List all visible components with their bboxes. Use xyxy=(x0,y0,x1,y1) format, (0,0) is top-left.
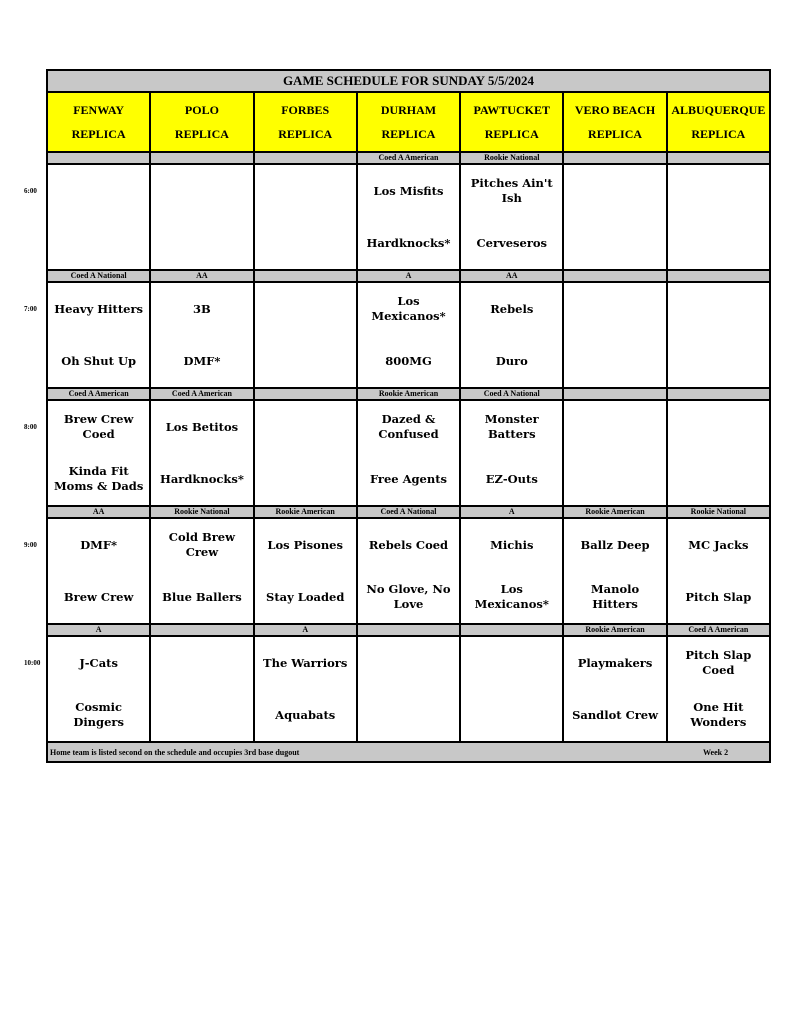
footer-note: Home team is listed second on the schedule and occupies 3rd base dugout xyxy=(50,748,300,757)
venue-name: PAWTUCKET xyxy=(473,103,550,117)
game-cell xyxy=(563,636,666,742)
division-label: A xyxy=(460,506,563,518)
game-cell xyxy=(357,400,460,506)
venue-sub: REPLICA xyxy=(484,127,539,141)
away-team xyxy=(668,401,769,453)
game-cell xyxy=(563,164,666,270)
venue-name: VERO BEACH xyxy=(574,103,656,117)
division-label: Rookie National xyxy=(460,152,563,164)
home-team: Kinda Fit Moms & Dads xyxy=(53,464,144,493)
away-team xyxy=(358,637,459,689)
footer xyxy=(47,742,770,762)
schedule-table xyxy=(46,69,771,763)
division-label: AA xyxy=(460,270,563,282)
venue-header xyxy=(667,92,770,152)
division-label: Coed A National xyxy=(47,270,150,282)
division-label xyxy=(47,152,150,164)
home-team: Brew Crew xyxy=(63,589,134,604)
home-team: Pitch Slap xyxy=(685,589,752,604)
game-cell xyxy=(667,400,770,506)
home-team xyxy=(564,453,665,505)
home-team: Aquabats xyxy=(275,707,336,722)
game-cell xyxy=(357,518,460,624)
venue-name: FORBES xyxy=(281,103,330,117)
division-label xyxy=(150,152,253,164)
time-label: 9:00 xyxy=(24,541,37,549)
game-cell xyxy=(47,518,150,624)
home-team: DMF* xyxy=(183,353,221,368)
venue-sub: REPLICA xyxy=(71,127,126,141)
game-cell xyxy=(460,636,563,742)
venue-header xyxy=(150,92,253,152)
home-team xyxy=(668,217,769,269)
home-team: Hardknocks* xyxy=(366,235,451,250)
home-team xyxy=(151,689,252,741)
away-team xyxy=(255,401,356,453)
home-team: Stay Loaded xyxy=(266,589,345,604)
game-cell xyxy=(47,282,150,388)
game-row xyxy=(47,518,770,624)
game-cell xyxy=(460,400,563,506)
home-team: Los Mexicanos* xyxy=(474,582,549,611)
division-label xyxy=(667,388,770,400)
venue-sub: REPLICA xyxy=(278,127,333,141)
division-label: Rookie American xyxy=(357,388,460,400)
game-row xyxy=(47,636,770,742)
division-label: AA xyxy=(150,270,253,282)
game-cell xyxy=(47,164,150,270)
footer-row xyxy=(47,742,770,762)
division-label: Coed A American xyxy=(667,624,770,636)
home-team xyxy=(48,217,149,269)
division-label xyxy=(254,270,357,282)
division-label: Rookie American xyxy=(254,506,357,518)
venue-header xyxy=(47,92,150,152)
venue-row xyxy=(47,92,770,152)
division-label xyxy=(563,270,666,282)
away-team xyxy=(564,165,665,217)
division-label xyxy=(254,152,357,164)
away-team: Brew Crew Coed xyxy=(63,412,134,441)
home-team: No Glove, No Love xyxy=(366,582,451,611)
division-label: A xyxy=(47,624,150,636)
away-team: Heavy Hitters xyxy=(54,301,143,316)
away-team: Rebels xyxy=(490,301,534,316)
away-team xyxy=(255,165,356,217)
away-team: Los Misfits xyxy=(373,183,444,198)
division-row xyxy=(47,624,770,636)
time-label: 7:00 xyxy=(24,305,37,313)
division-label: Rookie American xyxy=(563,624,666,636)
away-team xyxy=(255,283,356,335)
away-team: Rebels Coed xyxy=(368,537,449,552)
division-label xyxy=(460,624,563,636)
home-team xyxy=(461,689,562,741)
venue-sub: REPLICA xyxy=(174,127,229,141)
home-team xyxy=(564,335,665,387)
home-team xyxy=(564,217,665,269)
away-team xyxy=(461,637,562,689)
division-row xyxy=(47,152,770,164)
home-team: Free Agents xyxy=(369,471,448,486)
game-cell xyxy=(254,282,357,388)
away-team: The Warriors xyxy=(263,655,348,670)
game-cell xyxy=(563,518,666,624)
game-cell xyxy=(357,282,460,388)
division-label: Coed A National xyxy=(460,388,563,400)
division-label: Rookie National xyxy=(150,506,253,518)
division-label: Rookie National xyxy=(667,506,770,518)
division-label: Rookie American xyxy=(563,506,666,518)
home-team: 800MG xyxy=(385,353,432,368)
away-team xyxy=(48,165,149,217)
division-label: Coed A American xyxy=(357,152,460,164)
away-team: Michis xyxy=(490,537,534,552)
home-team: One Hit Wonders xyxy=(690,700,747,729)
division-row xyxy=(47,388,770,400)
away-team: J-Cats xyxy=(79,655,118,670)
venue-header xyxy=(254,92,357,152)
division-label: A xyxy=(254,624,357,636)
game-cell xyxy=(563,282,666,388)
away-team: Dazed & Confused xyxy=(378,412,439,441)
time-label: 8:00 xyxy=(24,423,37,431)
division-label: Coed A American xyxy=(47,388,150,400)
home-team: Blue Ballers xyxy=(162,589,242,604)
venue-header xyxy=(563,92,666,152)
venue-header xyxy=(460,92,563,152)
game-cell xyxy=(150,518,253,624)
game-cell xyxy=(357,164,460,270)
home-team: Sandlot Crew xyxy=(572,707,659,722)
away-team: Pitches Ain't Ish xyxy=(470,176,553,205)
game-cell xyxy=(150,400,253,506)
venue-name: ALBUQUERQUE xyxy=(671,103,766,117)
away-team xyxy=(151,165,252,217)
division-label xyxy=(357,624,460,636)
game-cell xyxy=(47,400,150,506)
home-team: Manolo Hitters xyxy=(590,582,640,611)
home-team xyxy=(255,217,356,269)
away-team: 3B xyxy=(193,301,211,316)
game-cell xyxy=(150,164,253,270)
game-cell xyxy=(150,282,253,388)
division-label xyxy=(667,270,770,282)
home-team xyxy=(255,453,356,505)
division-label xyxy=(563,388,666,400)
away-team: Los Mexicanos* xyxy=(371,294,446,323)
division-label: A xyxy=(357,270,460,282)
game-cell xyxy=(150,636,253,742)
game-cell xyxy=(667,636,770,742)
away-team: Ballz Deep xyxy=(580,537,650,552)
game-cell xyxy=(460,164,563,270)
schedule-title: GAME SCHEDULE FOR SUNDAY 5/5/2024 xyxy=(47,70,770,92)
game-cell xyxy=(563,400,666,506)
game-cell xyxy=(460,518,563,624)
game-cell xyxy=(254,518,357,624)
home-team: Hardknocks* xyxy=(159,471,244,486)
game-cell xyxy=(254,164,357,270)
away-team: MC Jacks xyxy=(688,537,749,552)
time-label: 10:00 xyxy=(24,659,41,667)
game-cell xyxy=(667,164,770,270)
division-label xyxy=(667,152,770,164)
game-cell xyxy=(667,282,770,388)
home-team xyxy=(151,217,252,269)
game-cell xyxy=(667,518,770,624)
game-cell xyxy=(460,282,563,388)
home-team xyxy=(255,335,356,387)
division-label: Coed A National xyxy=(357,506,460,518)
venue-sub: REPLICA xyxy=(588,127,643,141)
home-team xyxy=(358,689,459,741)
game-row xyxy=(47,282,770,388)
game-cell xyxy=(47,636,150,742)
week-label: Week 2 xyxy=(703,748,729,757)
game-row xyxy=(47,164,770,270)
away-team xyxy=(668,283,769,335)
away-team: Pitch Slap Coed xyxy=(685,648,752,677)
home-team: Cosmic Dingers xyxy=(73,700,124,729)
away-team: Los Pisones xyxy=(267,537,343,552)
game-cell xyxy=(254,400,357,506)
venue-name: POLO xyxy=(184,103,219,117)
away-team xyxy=(668,165,769,217)
game-row xyxy=(47,400,770,506)
venue-sub: REPLICA xyxy=(381,127,436,141)
division-label: Coed A American xyxy=(150,388,253,400)
away-team xyxy=(564,283,665,335)
venue-name: DURHAM xyxy=(380,103,437,117)
venue-header xyxy=(357,92,460,152)
away-team xyxy=(151,637,252,689)
game-cell xyxy=(254,636,357,742)
away-team: Cold Brew Crew xyxy=(168,530,236,559)
away-team: Monster Batters xyxy=(484,412,539,441)
away-team: Los Betitos xyxy=(165,419,239,434)
away-team: DMF* xyxy=(80,537,118,552)
home-team xyxy=(668,453,769,505)
home-team: Cerveseros xyxy=(476,235,548,250)
time-label: 6:00 xyxy=(24,187,37,195)
away-team: Playmakers xyxy=(577,655,653,670)
home-team: EZ-Outs xyxy=(485,471,538,486)
home-team: Duro xyxy=(495,353,528,368)
home-team xyxy=(668,335,769,387)
game-cell xyxy=(357,636,460,742)
division-label: AA xyxy=(47,506,150,518)
division-row xyxy=(47,506,770,518)
division-label xyxy=(254,388,357,400)
away-team xyxy=(564,401,665,453)
division-row xyxy=(47,270,770,282)
division-label xyxy=(150,624,253,636)
division-label xyxy=(563,152,666,164)
title-row xyxy=(47,70,770,92)
venue-sub: REPLICA xyxy=(691,127,746,141)
home-team: Oh Shut Up xyxy=(61,353,137,368)
venue-name: FENWAY xyxy=(73,103,125,117)
